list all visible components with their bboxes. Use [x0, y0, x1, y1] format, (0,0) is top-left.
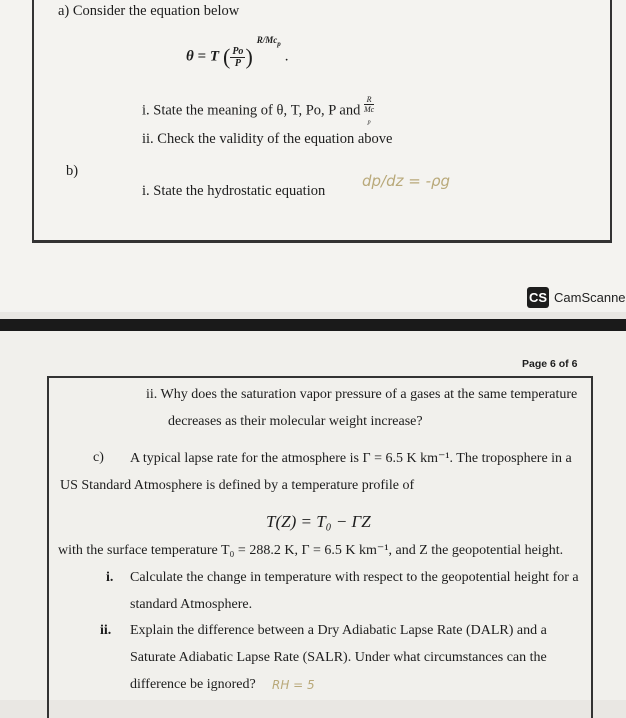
part-a-heading: a) Consider the equation below — [58, 3, 240, 19]
pressure-ratio — [230, 46, 245, 69]
question-c-i-line1: Calculate the change in temperature with respect to the geopotential height for a — [130, 570, 579, 585]
question-c-ii-label: ii. — [100, 623, 112, 638]
handwritten-note-bottom: RH = 5 — [272, 678, 315, 692]
question-c-ii-line3: difference be ignored? — [130, 677, 256, 692]
question-b-i: i. State the hydrostatic equation — [142, 183, 326, 199]
question-c-ii-line1: Explain the difference between a Dry Adiabatic Lapse Rate (DALR) and a — [130, 623, 547, 638]
part-c-line2: US Standard Atmosphere is defined by a temperature profile of — [60, 478, 415, 493]
page-number: Page 6 of 6 — [522, 358, 578, 370]
question-c-i-label: i. — [106, 570, 114, 585]
question-b-ii-line1: ii. Why does the saturation vapor pressure of a gases at the same temperature — [146, 387, 578, 402]
part-c-label: c) — [93, 450, 104, 465]
potential-temperature-equation: θ = T ( $\frac{Po}{P}$ ) $^{R/Mc_p}$ . — [186, 34, 289, 69]
right-paren: ) — [245, 44, 253, 69]
part-c-line1: A typical lapse rate for the atmosphere is Γ = 6.5 K km⁻¹. The troposphere in a — [130, 451, 572, 466]
question-c-i-line2: standard Atmosphere. — [130, 597, 253, 612]
handwritten-note-top: dp/dz = -ρg — [362, 172, 451, 190]
left-paren: ( — [223, 44, 231, 69]
equation-exponent: R/Mcp — [256, 34, 281, 48]
question-a-ii: ii. Check the validity of the equation above — [142, 131, 393, 147]
page-divider — [0, 319, 626, 331]
camscanner-logo: CS — [527, 287, 549, 308]
ratio-denominator: P — [234, 57, 241, 69]
gas-constant-fraction: R Mc $_p$ — [364, 95, 375, 126]
camscanner-watermark: CamScanne — [554, 290, 626, 305]
equation-lhs: θ = T — [186, 48, 219, 65]
question-b-ii-line2: decreases as their molecular weight increase? — [168, 414, 423, 429]
question-c-ii-line2: Saturate Adiabatic Lapse Rate (SALR). Under what circumstances can the — [130, 650, 547, 665]
surface-temperature-line: with the surface temperature T₀ = 288.2 K, Γ = 6.5 K km⁻¹, and Z the geopotential height. — [58, 543, 564, 558]
temperature-profile-equation: T(Z) = T₀ − ΓZ — [266, 512, 371, 531]
question-a-i: i. State the meaning of θ, T, Po, P and R Mc $_p$ — [142, 95, 375, 126]
part-b-heading: b) — [66, 163, 79, 179]
ratio-numerator: Po — [232, 45, 244, 57]
